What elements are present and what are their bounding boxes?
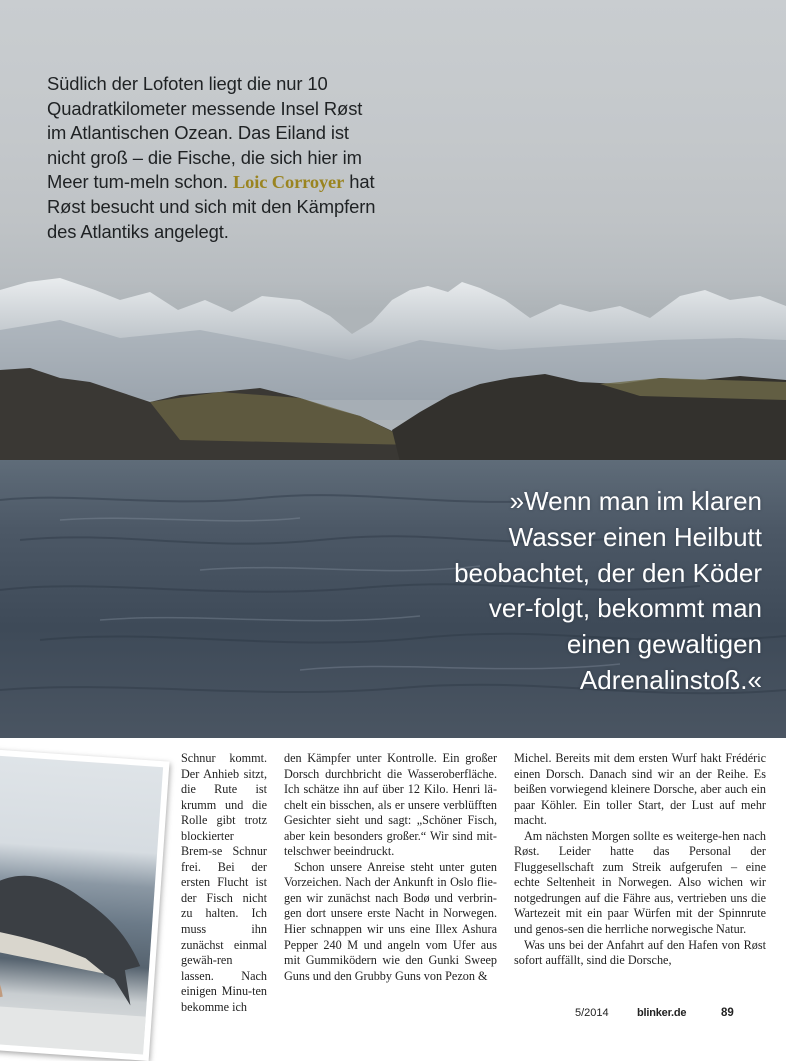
inset-photo <box>0 748 170 1061</box>
paragraph: Was uns bei der Anfahrt auf den Hafen von Røst sofort auffällt, sind die Dorsche, <box>514 937 766 968</box>
paragraph: Schnur kommt. Der Anhieb sitzt, die Rute ist krumm und die Rolle gibt trotz blockierter Brem-se Schnur frei. Bei der ersten Flucht ist der Fisch nicht zu halten. Ich muss ihn zunächst einmal gewäh-ren lassen. Nach einigen Minu-ten bekomme ich <box>181 751 267 1014</box>
paragraph: Schon unsere Anreise steht unter guten Vorzeichen. Nach der Ankunft in Oslo flie-gen wir zunächst nach Bodø und verbrin-gen dort unsere erste Nacht in Norwegen. Hier schnappen wir uns eine Illex Ashura Pepper 240 M und angeln vom Ufer aus mit Gummiködern wie den Gunki Sweep Guns und den Grubby Guns von Pezon & <box>284 859 497 983</box>
text-column-2 <box>284 751 497 984</box>
page-number: 89 <box>721 1007 734 1019</box>
issue-number: 5/2014 <box>575 1007 609 1019</box>
paragraph: Michel. Bereits mit dem ersten Wurf hakt Frédéric einen Dorsch. Danach sind wir an der Reihe. Es beißen vorwiegend kleinere Dorsche, aber auch ein paar Köhler. Ein toller Start, der Lust auf mehr macht. <box>514 751 766 828</box>
text-column-3 <box>514 751 766 969</box>
intro-text-part1: Südlich der Lofoten liegt die nur 10 Quadratkilometer messende Insel Røst im Atlantischen Ozean. Das Eiland ist nicht groß – die Fische, die sich hier im Meer tum-meln schon. <box>47 73 363 193</box>
fish-illustration <box>0 754 163 1054</box>
paragraph: den Kämpfer unter Kontrolle. Ein großer Dorsch durchbricht die Wasseroberfläche. Ich schätze ihn auf über 12 Kilo. Henri lä-chelt ein bisschen, als er unsere verblüfften Gesichter sieht und sagt: „Schöner Fisch, aber kein besonders großer.“ Wir sind mit-telschwer beeindruckt. <box>284 751 497 859</box>
text-column-1 <box>181 751 267 1015</box>
paragraph: Am nächsten Morgen sollte es weiterge-hen nach Røst. Leider hatte das Personal der Fluggesellschaft zum Streik aufgerufen – eine echte Seltenheit in Norwegen. Also wichen wir notgedrungen auf die Fähre aus, vertrieben uns die Wartezeit mit ein paar Würfen mit der Spinnrute und genos-sen die herrliche norwegische Natur. <box>514 828 766 937</box>
pull-quote: »Wenn man im klaren Wasser einen Heilbutt beobachtet, der den Köder ver-folgt, bekommt man einen gewaltigen Adrenalinstoß.« <box>454 486 762 695</box>
intro-text-part2: hat Røst besucht und sich mit den Kämpfern des Atlantiks angelegt. <box>47 171 376 242</box>
intro-text <box>47 72 377 244</box>
fish-photo-image <box>0 754 163 1054</box>
author-name: Loic Corroyer <box>232 172 345 193</box>
website: blinker.de <box>637 1007 687 1019</box>
